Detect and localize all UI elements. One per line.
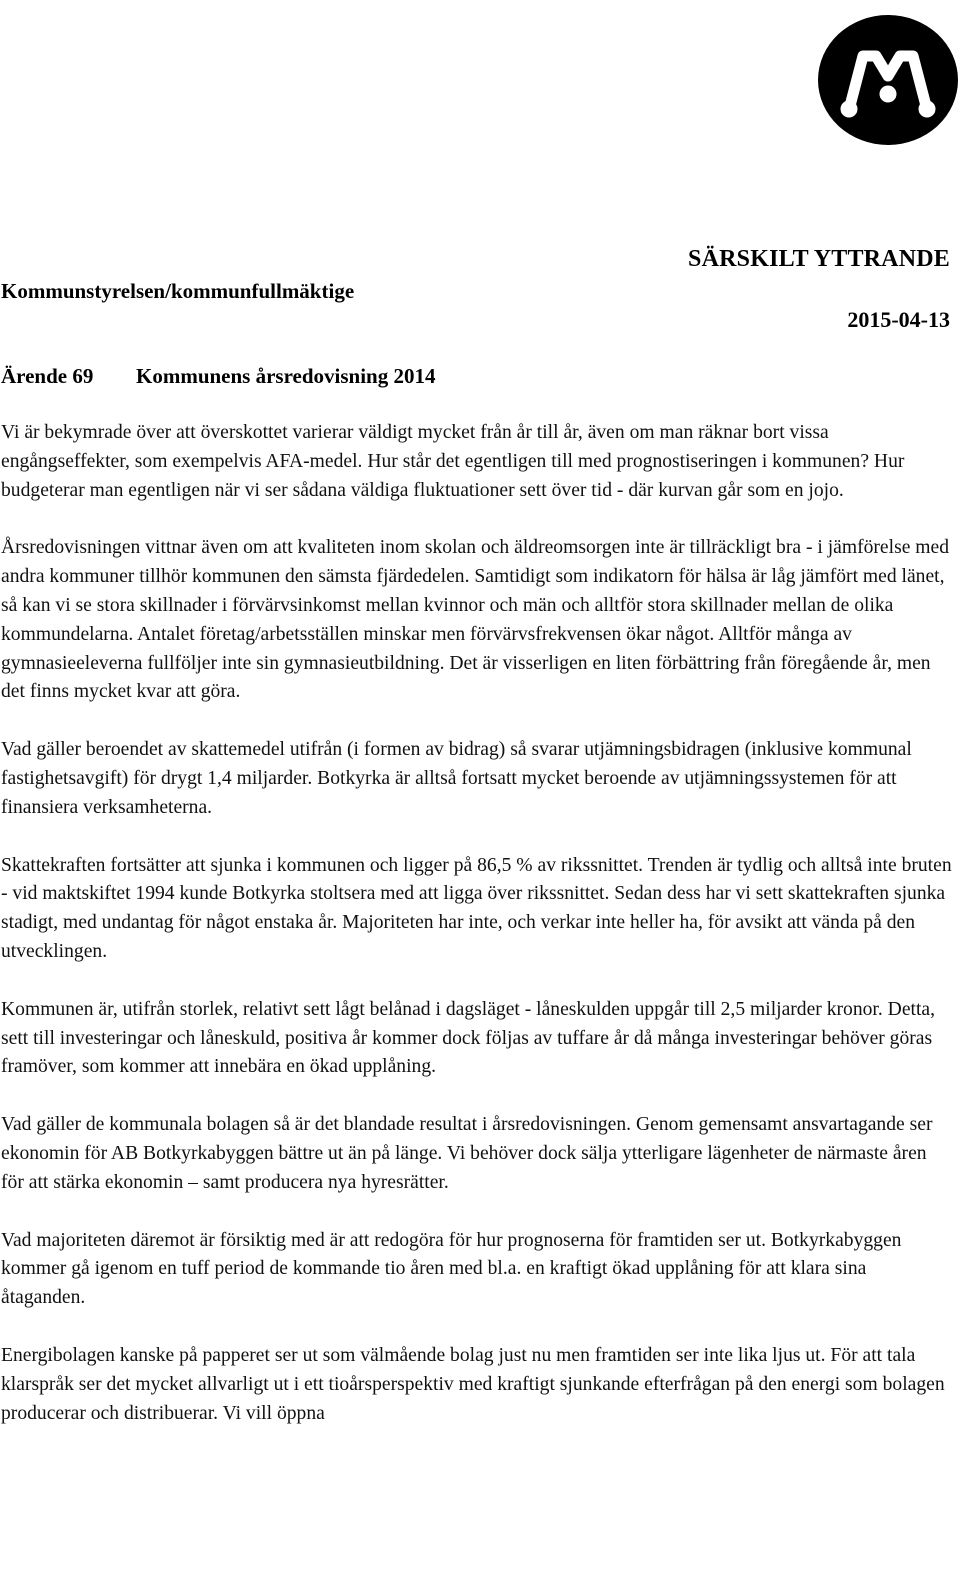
subject-line — [1, 364, 436, 389]
paragraph: Vad majoriteten däremot är försiktig med är att redogöra för hur prognoserna för framtiden ser ut. Botkyrkabyggen kommer gå igenom en tuff period de kommande tio åren med bl.a. en kraftigt ökad upplåning för att klara sina åtaganden. — [1, 1229, 902, 1309]
moderaterna-logo-icon — [816, 14, 960, 146]
paragraph: Årsredovisningen vittnar även om att kvaliteten inom skolan och äldreomsorgen inte är tillräckligt bra - i jämförelse med andra kommuner tillhör kommunen den sämsta fjärdedelen. Samtidigt som indikatorn för hälsa är låg jämfört med länet, så kan vi se stora skillnader i förvärvsinkomst mellan kvinnor och män och alltför stora skillnader mellan de olika kommundelarna. Antalet företag/arbetsställen minskar men förvärvsfrekvensen ökar något. Alltför många av gymnasieeleverna fullföljer inte sin gymnasieutbildning. Det är visserligen en liten förbättring från föregående år, men det finns mycket kvar att göra. — [1, 537, 950, 703]
document-type: SÄRSKILT YTTRANDE — [688, 246, 950, 272]
case-title: Kommunens årsredovisning 2014 — [136, 364, 436, 388]
paragraph: Vad gäller de kommunala bolagen så är det blandade resultat i årsredovisningen. Genom gemensamt ansvartagande ser ekonomin för AB Botkyrkabyggen bättre ut än på länge. Vi behöver dock sälja ytterligare lägenheter de närmaste åren för att stärka ekonomin – samt producera nya hyresrätter. — [1, 1114, 933, 1193]
paragraph: Energibolagen kanske på papperet ser ut som välmående bolag just nu men framtiden ser inte lika ljus ut. För att tala klarspråk ser det mycket allvarligt ut i ett tioårsperspektiv med kraftigt sjunkande efterfrågan på den energi som bolagen producerar och distribuerar. Vi vill öppna — [1, 1344, 945, 1424]
recipient: Kommunstyrelsen/kommunfullmäktige — [1, 279, 355, 303]
paragraph: Vi är bekymrade över att överskottet varierar väldigt mycket från år till år, även om man räknar bort vissa engångseffekter, som exempelvis AFA-medel. Hur står det egentligen till med prognostiseringen i kommunen? Hur budgeterar man egentligen när vi ser sådana väldiga fluktuationer sett över tid - där kurvan går som en jojo. — [1, 422, 905, 501]
case-number: Ärende 69 — [1, 364, 94, 388]
statement-body — [1, 419, 953, 1457]
paragraph: Kommunen är, utifrån storlek, relativt sett lågt belånad i dagsläget - låneskulden uppgår till 2,5 miljarder kronor. Detta, sett till investeringar och låneskuld, positiva år kommer dock följas av tuffare år då många investeringar behöver göras framöver, som kommer att innebära en ökad upplåning. — [1, 998, 936, 1078]
document-date: 2015-04-13 — [847, 307, 950, 332]
paragraph: Vad gäller beroendet av skattemedel utifrån (i formen av bidrag) så svarar utjämningsbidragen (inklusive kommunal fastighetsavgift) för drygt 1,4 miljarder. Botkyrka är alltså fortsatt mycket beroende av utjämningssystemen för att finansiera verksamheterna. — [1, 739, 912, 818]
paragraph: Skattekraften fortsätter att sjunka i kommunen och ligger på 86,5 % av rikssnittet. Trenden är tydlig och alltså inte bruten - vid maktskiftet 1994 kunde Botkyrka stoltsera med att ligga över rikssnittet. Sedan dess har vi sett skattekraften sjunka stadigt, med undantag för något enstaka år. Majoriteten har inte, och verkar inte heller ha, för avsikt att vända på den utvecklingen. — [1, 854, 952, 962]
